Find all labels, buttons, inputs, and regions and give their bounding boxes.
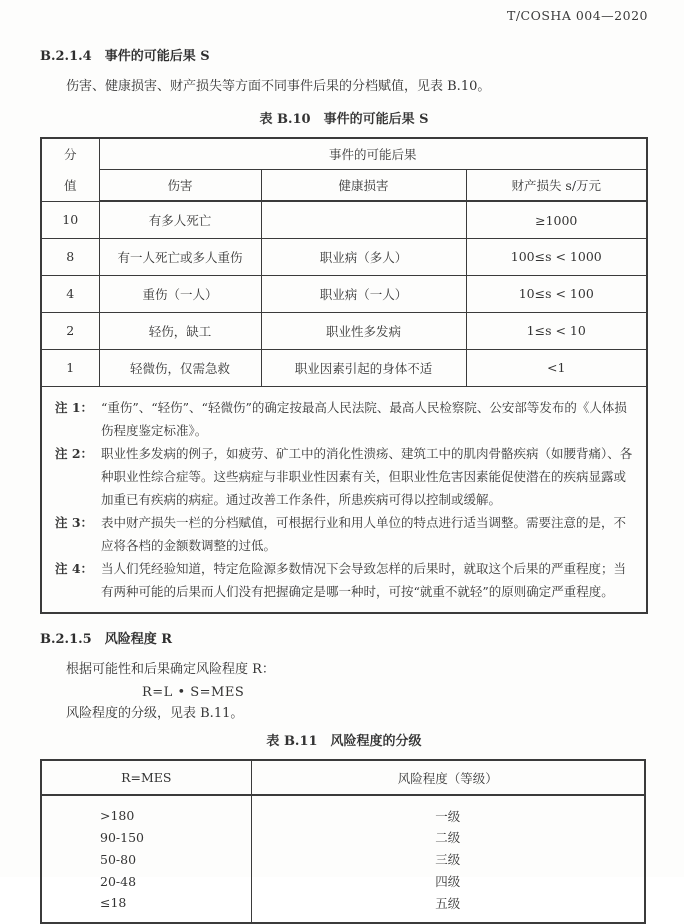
cell-score: 8 bbox=[41, 238, 99, 275]
cell-rmes: 50-80 bbox=[41, 848, 251, 870]
table-row bbox=[41, 795, 645, 826]
cell-injury: 轻微伤，仅需急救 bbox=[99, 349, 261, 386]
section-b215-heading: B.2.1.5 风险程度 R bbox=[40, 631, 173, 647]
note-label: 注 2： bbox=[55, 445, 94, 461]
column-header-rmes: R=MES bbox=[41, 760, 251, 795]
note-item bbox=[55, 511, 634, 557]
table-b10 bbox=[40, 137, 648, 614]
score-header-char-1: 分 bbox=[63, 146, 77, 162]
column-header-property: 财产损失 s/万元 bbox=[466, 170, 647, 202]
note-text: 表中财产损失一栏的分档赋值，可根据行业和用人单位的特点进行适当调整。需要注意的是，不应将各档的金额数调整的过低。 bbox=[101, 514, 627, 553]
cell-health: 职业因素引起的身体不适 bbox=[261, 349, 466, 386]
cell-health: 职业性多发病 bbox=[261, 312, 466, 349]
cell-health: 职业病（多人） bbox=[261, 238, 466, 275]
section-b215-paragraph-1: 根据可能性和后果确定风险程度 R： bbox=[66, 661, 275, 677]
table-row bbox=[41, 870, 645, 892]
column-header-injury: 伤害 bbox=[99, 170, 261, 202]
cell-health bbox=[261, 201, 466, 238]
cell-risk-level: 五级 bbox=[435, 895, 461, 911]
table-b11 bbox=[40, 759, 646, 924]
doc-number: T/COSHA 004—2020 bbox=[507, 8, 648, 23]
column-header-group: 事件的可能后果 bbox=[99, 138, 647, 170]
section-b214-heading: B.2.1.4 事件的可能后果 S bbox=[40, 49, 210, 64]
table-notes bbox=[41, 386, 647, 613]
risk-formula: R=L • S=MES bbox=[142, 684, 245, 700]
table-b10-caption: 表 B.10 事件的可能后果 S bbox=[259, 111, 429, 127]
cell-injury: 有一人死亡或多人重伤 bbox=[99, 238, 261, 275]
table-row bbox=[41, 892, 645, 923]
cell-score: 2 bbox=[41, 312, 99, 349]
cell-property: 100≤s < 1000 bbox=[466, 238, 647, 275]
cell-rmes: >180 bbox=[41, 795, 251, 826]
table-row bbox=[41, 826, 645, 848]
score-header-char-2: 值 bbox=[63, 177, 77, 193]
table-b11-header-row bbox=[41, 760, 645, 795]
cell-injury: 重伤（一人） bbox=[99, 275, 261, 312]
cell-property: <1 bbox=[466, 349, 647, 386]
note-label: 注 1： bbox=[55, 399, 94, 415]
cell-score: 4 bbox=[41, 275, 99, 312]
column-header-score bbox=[41, 138, 99, 202]
cell-risk-level: 四级 bbox=[435, 874, 461, 890]
cell-property: 10≤s < 100 bbox=[466, 275, 647, 312]
section-b214-paragraph: 伤害、健康损害、财产损失等方面不同事件后果的分档赋值，见表 B.10。 bbox=[66, 79, 491, 94]
cell-risk-level: 二级 bbox=[435, 830, 461, 846]
table-b10-notes-row bbox=[41, 386, 647, 613]
cell-property: ≥1000 bbox=[466, 201, 647, 238]
cell-injury: 轻伤，缺工 bbox=[99, 312, 261, 349]
table-row bbox=[41, 312, 647, 349]
cell-rmes: ≤18 bbox=[41, 892, 251, 923]
cell-risk-level: 三级 bbox=[435, 852, 461, 868]
table-b10-header-row-2 bbox=[41, 170, 647, 202]
table-b10-header-row-1 bbox=[41, 138, 647, 170]
table-row bbox=[41, 238, 647, 275]
table-row bbox=[41, 275, 647, 312]
table-row bbox=[41, 201, 647, 238]
note-item bbox=[55, 396, 634, 442]
cell-injury: 有多人死亡 bbox=[99, 201, 261, 238]
table-row bbox=[41, 848, 645, 870]
note-label: 注 4： bbox=[55, 560, 94, 576]
cell-risk-level: 一级 bbox=[435, 808, 461, 824]
table-b11-caption: 表 B.11 风险程度的分级 bbox=[266, 734, 422, 750]
column-header-health: 健康损害 bbox=[261, 170, 466, 202]
cell-score: 10 bbox=[41, 201, 99, 238]
table-row bbox=[41, 349, 647, 386]
cell-rmes: 20-48 bbox=[41, 870, 251, 892]
section-b215-paragraph-2: 风险程度的分级，见表 B.11。 bbox=[66, 705, 244, 721]
note-item bbox=[55, 557, 634, 603]
cell-rmes: 90-150 bbox=[41, 826, 251, 848]
note-text: 当人们凭经验知道，特定危险源多数情况下会导致怎样的后果时，就取这个后果的严重程度；当有两种可能的后果而人们没有把握确定是哪一种时，可按“就重不就轻”的原则确定严重程度。 bbox=[101, 560, 627, 599]
column-header-risk-level: 风险程度（等级） bbox=[251, 760, 645, 795]
cell-property: 1≤s < 10 bbox=[466, 312, 647, 349]
cell-health: 职业病（一人） bbox=[261, 275, 466, 312]
note-item bbox=[55, 442, 634, 511]
cell-score: 1 bbox=[41, 349, 99, 386]
note-text: 职业性多发病的例子，如疲劳、矿工中的消化性溃疡、建筑工中的肌肉骨骼疾病（如腰背痛）、各种职业性综合症等。这些病症与非职业性因素有关，但职业性危害因素能促使潜在的疾病显露或加重已有疾病的病症。通过改善工作条件，所患疾病可得以控制或缓解。 bbox=[101, 445, 633, 507]
note-label: 注 3： bbox=[55, 514, 94, 530]
note-text: “重伤”、“轻伤”、“轻微伤”的确定按最高人民法院、最高人民检察院、公安部等发布的《人体损伤程度鉴定标准》。 bbox=[101, 399, 627, 438]
